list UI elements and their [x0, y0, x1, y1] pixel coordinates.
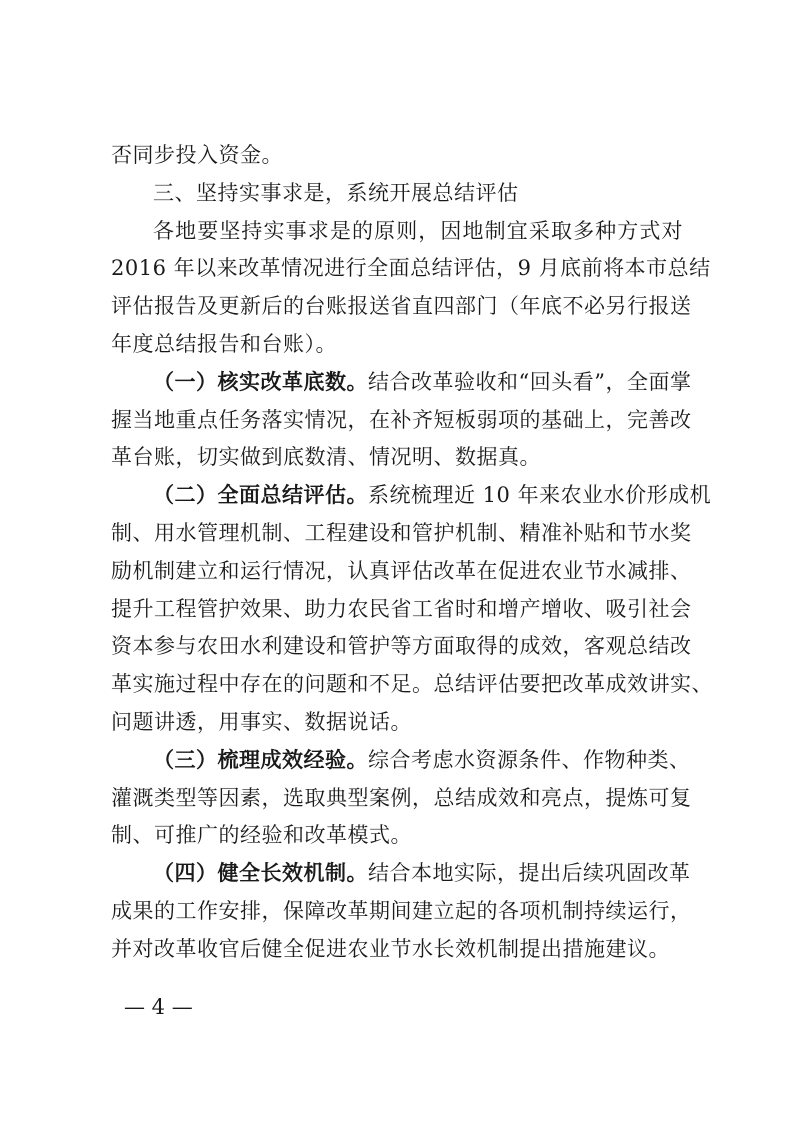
item-paragraph-2 — [111, 477, 713, 742]
paragraph-line — [111, 742, 691, 780]
paragraph-line: 制、可推广的经验和改革模式。 — [111, 823, 412, 848]
item-text: 结合改革验收和“回头看”，全面掌 — [368, 369, 692, 394]
paragraph-line: 励机制建立和运行情况，认真评估改革在促进农业节水减排、 — [111, 558, 692, 583]
page-number: — 4 — — [124, 995, 193, 1019]
item-lead: （二）全面总结评估。 — [153, 483, 368, 508]
paragraph-line: 评估报告及更新后的台账报送省直四部门（年底不必另行报送 — [111, 294, 692, 319]
paragraph-line — [111, 855, 691, 893]
section-heading: 三、坚持实事求是，系统开展总结评估 — [153, 180, 519, 205]
paragraph-line: 资本参与农田水利建设和管护等方面取得的成效，客观总结改 — [111, 634, 692, 659]
paragraph-line: 成果的工作安排，保障改革期间建立起的各项机制持续运行， — [111, 898, 692, 923]
item-paragraph-1 — [111, 364, 692, 477]
paragraph-line: 革台账，切实做到底数清、情况明、数据真。 — [111, 445, 541, 470]
paragraph-line — [111, 364, 692, 402]
item-lead: （三）梳理成效经验。 — [153, 747, 368, 772]
paragraph-line: 问题讲透，用事实、数据说话。 — [111, 709, 412, 734]
paragraph-line: 2016 年以来改革情况进行全面总结评估，9 月底前将本市总结 — [111, 256, 711, 281]
item-paragraph-3 — [111, 742, 692, 855]
paragraph-line: 握当地重点任务落实情况，在补齐短板弱项的基础上，完善改 — [111, 407, 692, 432]
paragraph-line: 年度总结报告和台账）。 — [111, 331, 337, 356]
item-paragraph-4 — [111, 855, 692, 968]
document-body — [111, 137, 713, 969]
paragraph-line: 制、用水管理机制、工程建设和管护机制、精准补贴和节水奖 — [111, 520, 692, 545]
paragraph-line: 革实施过程中存在的问题和不足。总结评估要把改革成效讲实、 — [111, 672, 713, 697]
item-lead: （一）核实改革底数。 — [153, 369, 368, 394]
continuation-line: 否同步投入资金。 — [111, 143, 283, 167]
item-text: 系统梳理近 10 年来农业水价形成机 — [368, 483, 712, 508]
paragraph-line: 并对改革收官后健全促进农业节水长效机制提出措施建议。 — [111, 936, 670, 961]
item-lead: （四）健全长效机制。 — [153, 861, 368, 886]
paragraph-line: 提升工程管护效果、助力农民省工省时和增产增收、吸引社会 — [111, 596, 692, 621]
item-text: 综合考虑水资源条件、作物种类、 — [368, 747, 691, 772]
item-text: 结合本地实际，提出后续巩固改革 — [368, 861, 691, 886]
paragraph-line — [111, 477, 712, 515]
intro-paragraph — [111, 213, 711, 364]
paragraph-line: 灌溉类型等因素，选取典型案例，总结成效和亮点，提炼可复 — [111, 785, 692, 810]
paragraph-line: 各地要坚持实事求是的原则，因地制宜采取多种方式对 — [153, 218, 683, 243]
